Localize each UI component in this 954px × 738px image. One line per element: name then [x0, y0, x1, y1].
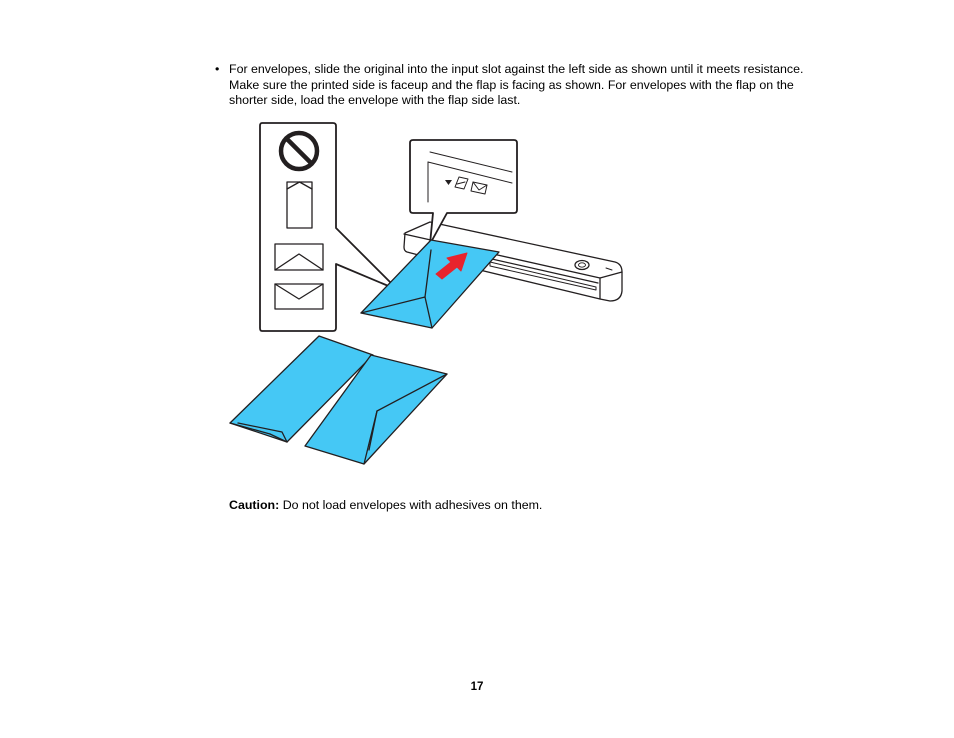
instruction-text: For envelopes, slide the original into the input slot against the left side as shown until it meets resistance. Make sure the printed side is faceup and the flap is facing as shown. For envelopes with the flap on the shorter side, load the envelope with the flap side last. — [229, 62, 804, 107]
caution-text: Do not load envelopes with adhesives on them. — [279, 498, 543, 512]
tall-envelope-icon — [287, 182, 312, 228]
caution-label: Caution: — [229, 498, 280, 512]
caution-note — [229, 498, 542, 513]
bullet-mark: • — [215, 62, 220, 76]
wide-envelope-flap-icon — [275, 244, 323, 270]
page-number: 17 — [470, 681, 484, 693]
wide-envelope-back-icon — [275, 284, 323, 309]
